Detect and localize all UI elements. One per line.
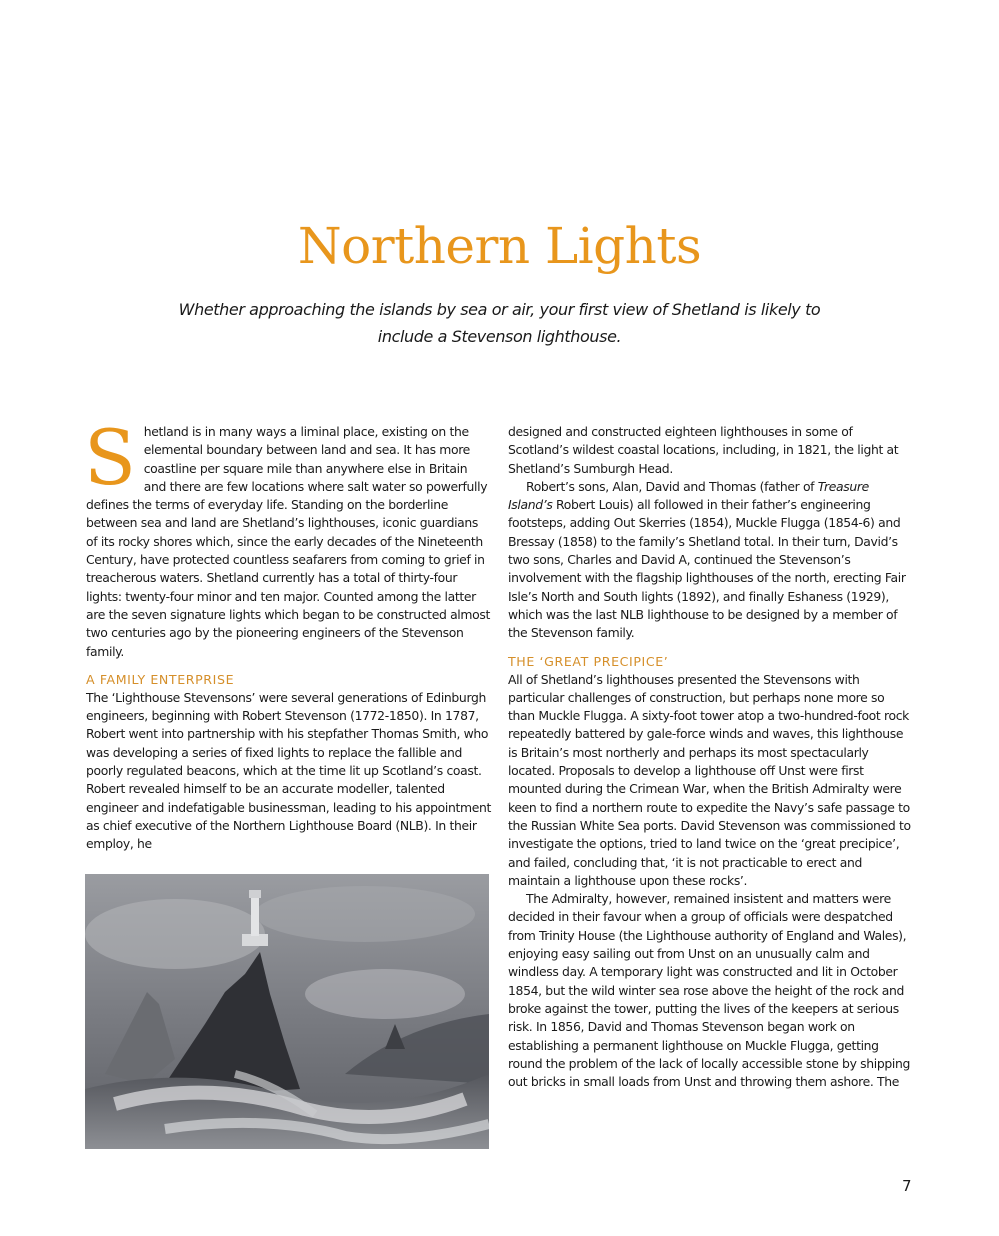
- eighteen-lighthouses-paragraph: designed and constructed eighteen lighthouses in some of Scotland’s wildest coastal locations, including, in 1821, the light at Shetland’s Sumburgh Head.: [508, 424, 899, 476]
- intro-text: hetland is in many ways a liminal place, existing on the elemental boundary between land and sea. It has more coastline per square mile than anywhere else in Britain and there are few locations where salt water so powerfully defines the terms of everyday life. Standing on the borderline between sea and land are Shetland’s lighthouses, iconic guardians of its rocky shores which, since the early decades of the Nineteenth Century, have protected countless seafarers from coming to grief in treacherous waters. Shetland currently has a total of thirty-four lights: twenty-four minor and ten major. Counted among the latter are the seven signature lights which began to be constructed almost two centuries ago by the pioneering engineers of the Stevenson family.: [86, 424, 490, 659]
- lighthouse-engraving-image: [85, 874, 489, 1149]
- page-title: Northern Lights: [297, 217, 702, 275]
- left-column: [84, 413, 492, 854]
- roberts-sons-text-b: Robert Louis) all followed in their father’s engineering footsteps, adding Out Skerries (1854), Muckle Flugga (1854-6) and Bressay (1858) to the family’s Shetland total. In their turn, David’s two sons, Charles and David A, continued the Stevenson’s involvement with the flagship lighthouses of the north, erecting Fair Isle’s North and South lights (1892), and finally Eshaness (1929), which was the last NLB lighthouse to be designed by a member of the Stevenson family.: [508, 497, 906, 641]
- great-precipice-paragraph: All of Shetland’s lighthouses presented the Stevensons with particular challenges of construction, but perhaps none more so than Muckle Flugga. A sixty-foot tower atop a two-hundred-foot rock repeatedly battered by gale-force winds and waves, this lighthouse is Britain’s most northerly and perhaps its most spectacularly located. Proposals to develop a lighthouse off Unst were first mounted during the Crimean War, when the British Admiralty were keen to find a northern route to expedite the Navy’s safe passage to the Russian White Sea ports. David Stevenson was commissioned to investigate the options, tried to land twice on the ‘great precipice’, and failed, concluding that, ‘it is not practicable to erect and maintain a lighthouse upon these rocks’.: [508, 671, 911, 888]
- section-heading-great-precipice: THE ‘GREAT PRECIPICE’: [508, 653, 669, 669]
- lighthouse-tower: [251, 896, 259, 936]
- engraving-illustration: [85, 874, 489, 1149]
- admiralty-paragraph: The Admiralty, however, remained insistent and matters were decided in their favour when a group of officials were despatched from Trinity House (the Lighthouse authority of England and Wales), enjoying easy sailing out from Unst on an unusually calm and windless day. A temporary light was constructed and lit in October 1854, but the wild winter sea rose above the height of the rock and broke against the tower, putting the lives of the keepers at serious risk. In 1856, David and Thomas Stevenson began work on establishing a permanent lighthouse on Muckle Flugga, getting round the problem of the lack of locally accessible stone by shipping out bricks in small loads from Unst and throwing them ashore. The: [508, 891, 910, 1090]
- page-subtitle: Whether approaching the islands by sea or air, your first view of Shetland is likely to include a Stevenson lighthouse.: [178, 300, 821, 346]
- intro-paragraph: [84, 413, 492, 661]
- right-column: [508, 423, 914, 1091]
- section-heading-family-enterprise: A FAMILY ENTERPRISE: [86, 671, 235, 687]
- treasure-island-title: Treasure Island’s: [508, 478, 869, 513]
- roberts-sons-paragraph: [508, 478, 914, 643]
- roberts-sons-text-a: Robert’s sons, Alan, David and Thomas (father of: [526, 478, 818, 494]
- family-enterprise-paragraph: The ‘Lighthouse Stevensons’ were several generations of Edinburgh engineers, beginning with Robert Stevenson (1772-1850). In 1787, Robert went into partnership with his stepfather Thomas Smith, who was developing a series of fixed lights to replace the fallible and poorly regulated beacons, which at the time lit up Scotland’s coast. Robert revealed himself to be an accurate modeller, talented engineer and indefatigable businessman, leading to his appointment as chief executive of the Northern Lighthouse Board (NLB). In their employ, he: [86, 689, 491, 852]
- page-number: 7: [902, 1177, 912, 1195]
- drop-cap: S: [84, 413, 136, 502]
